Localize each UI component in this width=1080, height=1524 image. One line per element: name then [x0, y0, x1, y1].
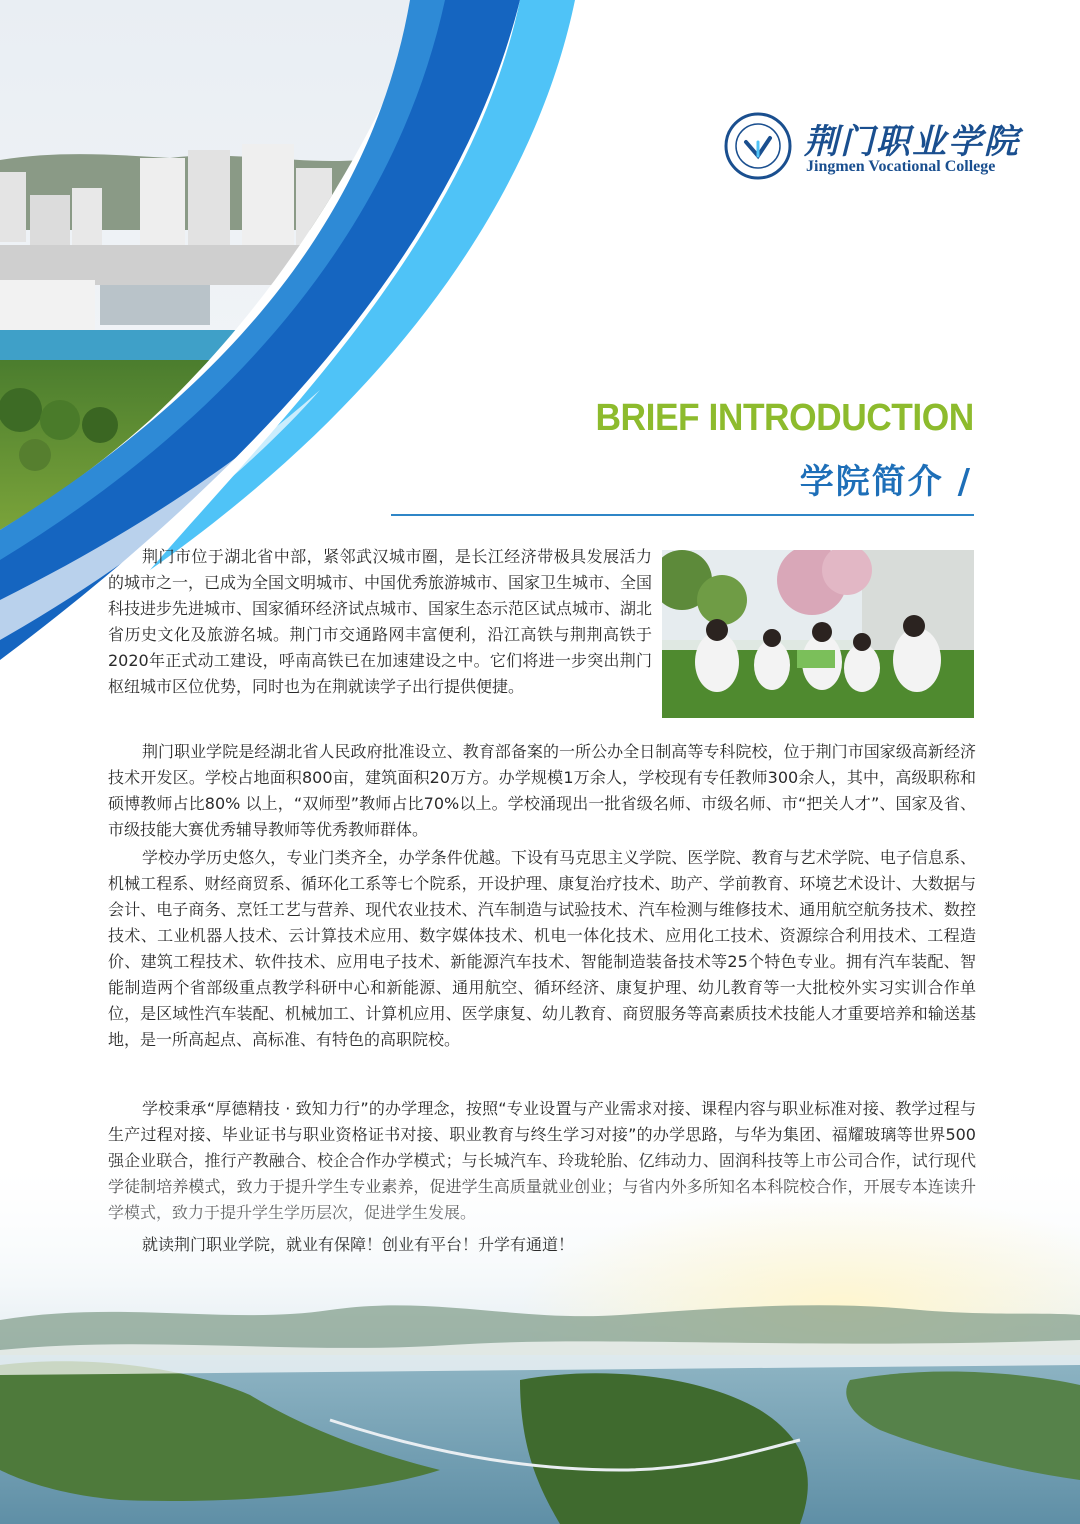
intro-paragraph-city: 荆门市位于湖北省中部，紧邻武汉城市圈，是长江经济带极具发展活力的城市之一，已成为全国文明城市、中国优秀旅游城市、国家卫生城市、全国科技进步先进城市、国家循环经济试点城市、国家生态示范区试点城市、湖北省历史文化及旅游名城。荆门市交通路网丰富便利，沿江高铁与荆荆高铁于2020年正式动工建设，呼南高铁已在加速建设之中。它们将进一步突出荆门枢纽城市区位优势，同时也为在荆就读学子出行提供便捷。 — [108, 547, 653, 696]
intro-paragraph-philosophy: 学校秉承“厚德精技 · 致知力行”的办学理念，按照“专业设置与产业需求对接、课程内容与职业标准对接、教学过程与生产过程对接、毕业证书与职业资格证书对接、职业教育与终生学习对接”的办学思路，与华为集团、福耀玻璃等世界500 — [108, 1099, 976, 1144]
intro-paragraph-majors: 学校办学历史悠久，专业门类齐全，办学条件优越。下设有马克思主义学院、医学院、教育与艺术学院、电子信息系、机械工程系、财经商贸系、循环化工系等七个院系，开设护理、康复治疗技术、助产、学前教育、环境艺术设计、大数据与会计、电子商务、烹饪工艺与营养、现代农业技术、汽车制造与试验技术、汽车检测与维修技术、通用航空航务技术、数控技术、工业机器人技术、云计算技术应用、数字媒体技术、机电一体化技术、应用化工技术、资源综合利用技术、工程造价、建筑工程技术、软件技术、应用电子技术、新能源汽车技术、智能制造装备技术等25个特色专业。拥有汽车装配、智能制造两个省部级重点教学科研中心和新能源、通用航空、循环经济、康复护理、幼儿教育等一大批校外实习实训合作单位，是区域性汽车装配、机械加工、计算机应用、医学康复、幼儿教育、商贸服务等高素质技术技能人才重要培养和输送基地，是一所高起点、高标准、有特色的高职院校。 — [108, 848, 976, 1049]
heading-chinese: 学院简介 / — [799, 462, 972, 502]
students-photo — [662, 550, 974, 718]
college-logo — [724, 112, 1024, 192]
river-landscape-photo — [0, 1150, 1080, 1524]
college-name-en: Jingmen Vocational College — [806, 158, 996, 175]
heading-divider — [391, 514, 974, 516]
college-seal-icon — [724, 112, 792, 180]
intro-paragraph-college: 荆门职业学院是经湖北省人民政府批准设立、教育部备案的一所公办全日制高等专科院校，位于荆门市国家级高新经济技术开发区。学校占地面积800亩，建筑面积20万方。办学规模1万余人，学校现有专任教师300余人，其中，高级职称和硕博教师占比80% 以上，“双师型”教师占比70%以上。学校涌现出一批省级名师、市级名师、市“把关人才”、国家及省、市级技能大赛优秀辅导教师等优秀教师群体。 — [108, 742, 976, 839]
college-name-cn: 荆门职业学院 — [804, 122, 1020, 162]
heading-english: BRIEF INTRODUCTION — [595, 397, 974, 439]
slogan-paragraph: 就读荆门职业学院，就业有保障！创业有平台！升学有通道！ — [142, 1235, 575, 1254]
